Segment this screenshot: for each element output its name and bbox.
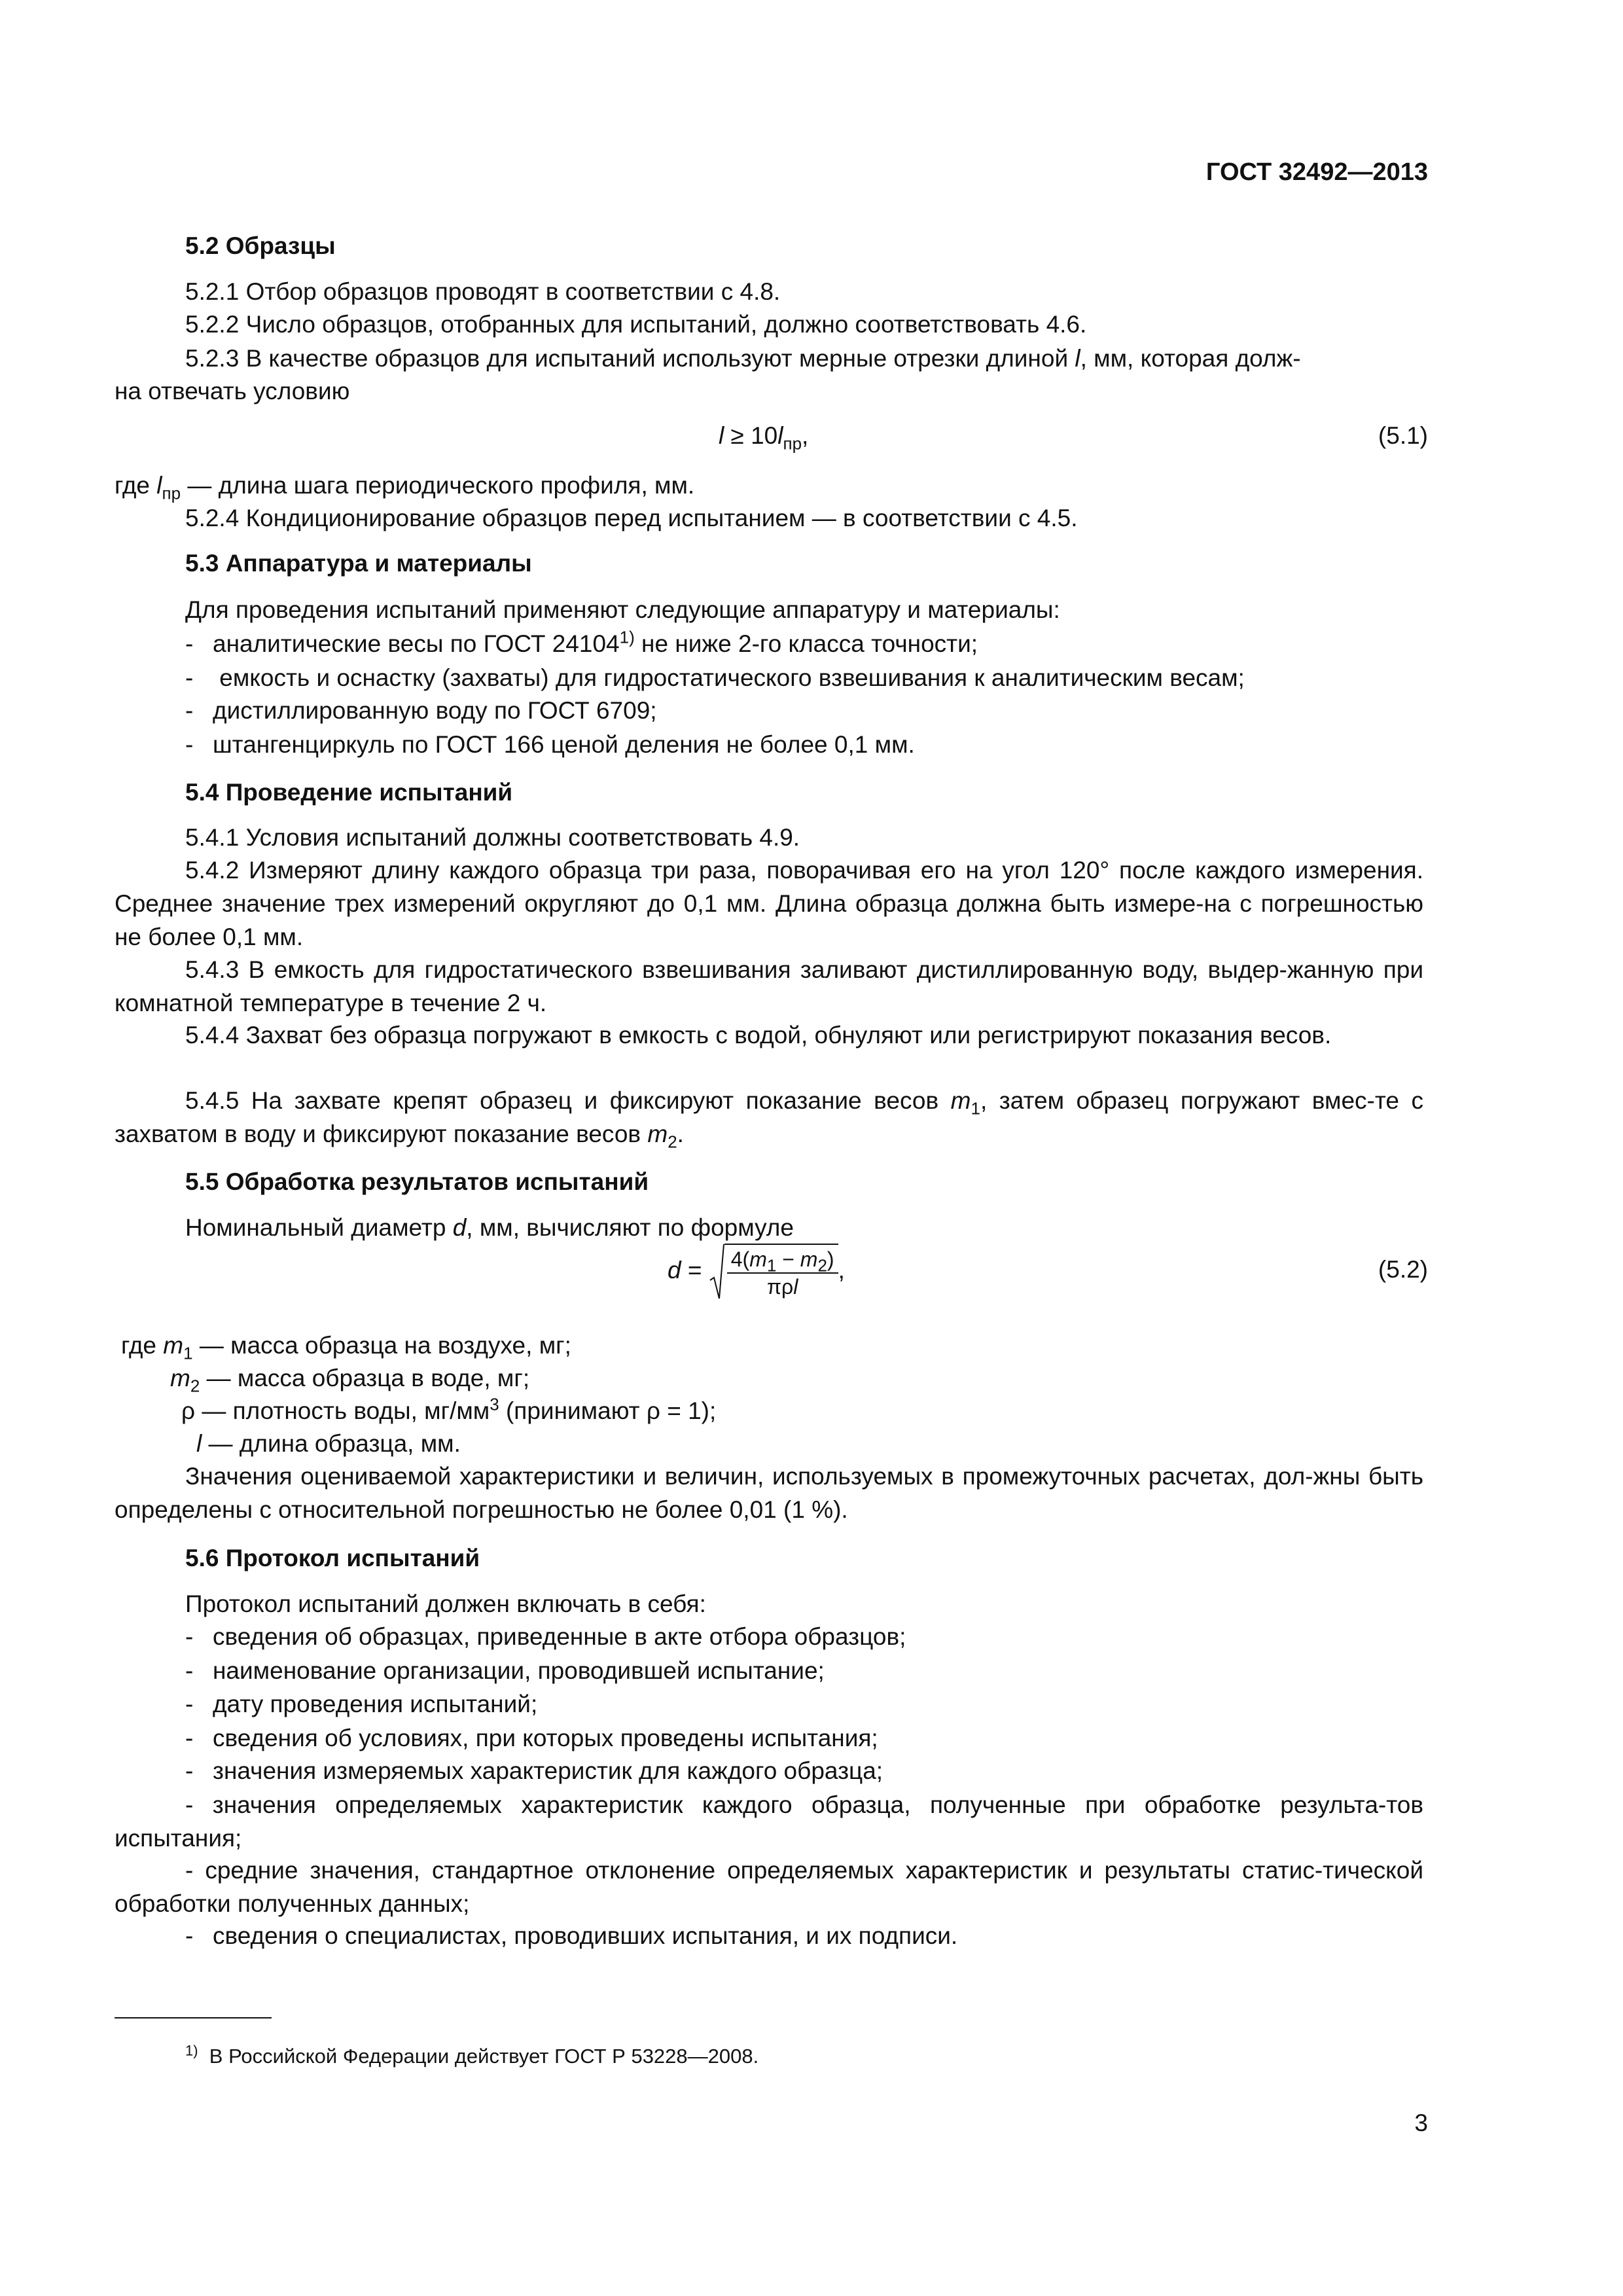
formula-5-1: $l \ge 10l_{пр}$, [719,422,809,454]
paragraph-5-6-intro: Протокол испытаний должен включать в себя: [185,1590,706,1617]
square-root: $\frac{4(m_1 - m_2)}{\text{πρl}}$ [709,1244,838,1300]
list-item: - штангенциркуль по ГОСТ 166 ценой деления не более 0,1 мм. [185,731,915,758]
footnote: $^{1)}$ В Российской Федерации действует ГОСТ Р 53228—2008. [185,2042,759,2068]
list-item: - дату проведения испытаний; [185,1691,538,1717]
list-item: - значения измеряемых характеристик для каждого образца; [185,1757,883,1784]
section-title-5-4: 5.4 Проведение испытаний [185,779,513,806]
list-item: - сведения об условиях, при которых проведены испытания; [185,1725,878,1751]
paragraph-5-4-5: 5.4.5 На захвате крепят образец и фиксируют показание весов $m_1$, затем образец погружают вмес-те с захватом в воду и фиксируют показание весов $m_2$. [115,1087,1423,1152]
formula-explanation-lpr: где $l_{пр}$ — длина шага периодического профиля, мм. [115,472,695,503]
paragraph-5-4-4: 5.4.4 Захват без образца погружают в емкость с водой, обнуляют или регистрируют показания весов. [185,1022,1332,1049]
paragraph-5-2-1: 5.2.1 Отбор образцов проводят в соответствии с 4.8. [185,278,781,305]
list-item: - средние значения, стандартное отклонение определяемых характеристик и результаты статис-тической обработки полученных данных; [115,1857,1423,1917]
paragraph-5-4-1: 5.4.1 Условия испытаний должны соответствовать 4.9. [185,824,800,851]
paragraph-5-2-2: 5.2.2 Число образцов, отобранных для испытаний, должно соответствовать 4.6. [185,311,1087,338]
paragraph-5-5-note: Значения оцениваемой характеристики и величин, используемых в промежуточных расчетах, дол-жны быть определены с относительной погрешностью не более 0,01 (1 %). [115,1463,1423,1523]
list-item: - емкость и оснастку (захваты) для гидростатического взвешивания к аналитическим весам; [185,664,1245,691]
footnote-separator [115,2017,272,2018]
list-item: - наименование организации, проводившей испытание; [185,1657,825,1684]
section-title-5-5: 5.5 Обработка результатов испытаний [185,1168,649,1195]
paragraph-5-5-intro: Номинальный диаметр d, мм, вычисляют по формуле [185,1214,794,1241]
formula-explanation-l: l — длина образца, мм. [196,1430,461,1457]
formula-5-2: d = $\frac{4(m_1 - m_2)}{\text{πρl}}$ , [668,1244,845,1300]
list-item: - дистиллированную воду по ГОСТ 6709; [185,697,657,724]
formula-number-5-1: (5.1) [1378,422,1428,449]
list-item: - значения определяемых характеристик каждого образца, полученные при обработке результа-тов испытания; [115,1791,1423,1852]
page-number: 3 [1414,2109,1428,2136]
formula-explanation-m2: $m_2$ — масса образца в воде, мг; [170,1365,530,1396]
document-header: ГОСТ 32492—2013 [1205,158,1428,186]
section-title-5-6: 5.6 Протокол испытаний [185,1545,480,1571]
section-title-5-3: 5.3 Аппаратура и материалы [185,550,532,577]
formula-explanation-rho: ρ — плотность воды, $мг/мм^3$ (принимают ρ = 1); [181,1394,717,1424]
paragraph-5-2-3: 5.2.3 В качестве образцов для испытаний используют мерные отрезки длиной l, мм, которая долж- [185,345,1301,372]
formula-number-5-2: (5.2) [1378,1256,1428,1283]
list-item: - сведения о специалистах, проводивших испытания, и их подписи. [185,1922,958,1949]
paragraph-5-2-3-continued: на отвечать условию [115,378,350,404]
paragraph-5-2-4: 5.2.4 Кондиционирование образцов перед испытанием — в соответствии с 4.5. [185,505,1078,531]
formula-explanation-m1: где $m_1$ — масса образца на воздухе, мг; [121,1332,571,1363]
paragraph-5-3-intro: Для проведения испытаний применяют следующие аппаратуру и материалы: [185,596,1060,623]
list-item: - сведения об образцах, приведенные в акте отбора образцов; [185,1623,906,1650]
paragraph-5-4-3: 5.4.3 В емкость для гидростатического взвешивания заливают дистиллированную воду, выдер-жанную при комнатной температуре в течение 2 ч. [115,956,1423,1016]
section-title-5-2: 5.2 Образцы [185,232,336,259]
list-item: - аналитические весы по ГОСТ 24104$^{1)}$ не ниже 2-го класса точности; [185,627,978,657]
paragraph-5-4-2: 5.4.2 Измеряют длину каждого образца три раза, поворачивая его на угол 120° после каждого измерения. Среднее значение трех измерений округляют до 0,1 мм. Длина образца должна быть измере-на с погрешностью не более 0,1 мм. [115,857,1423,950]
